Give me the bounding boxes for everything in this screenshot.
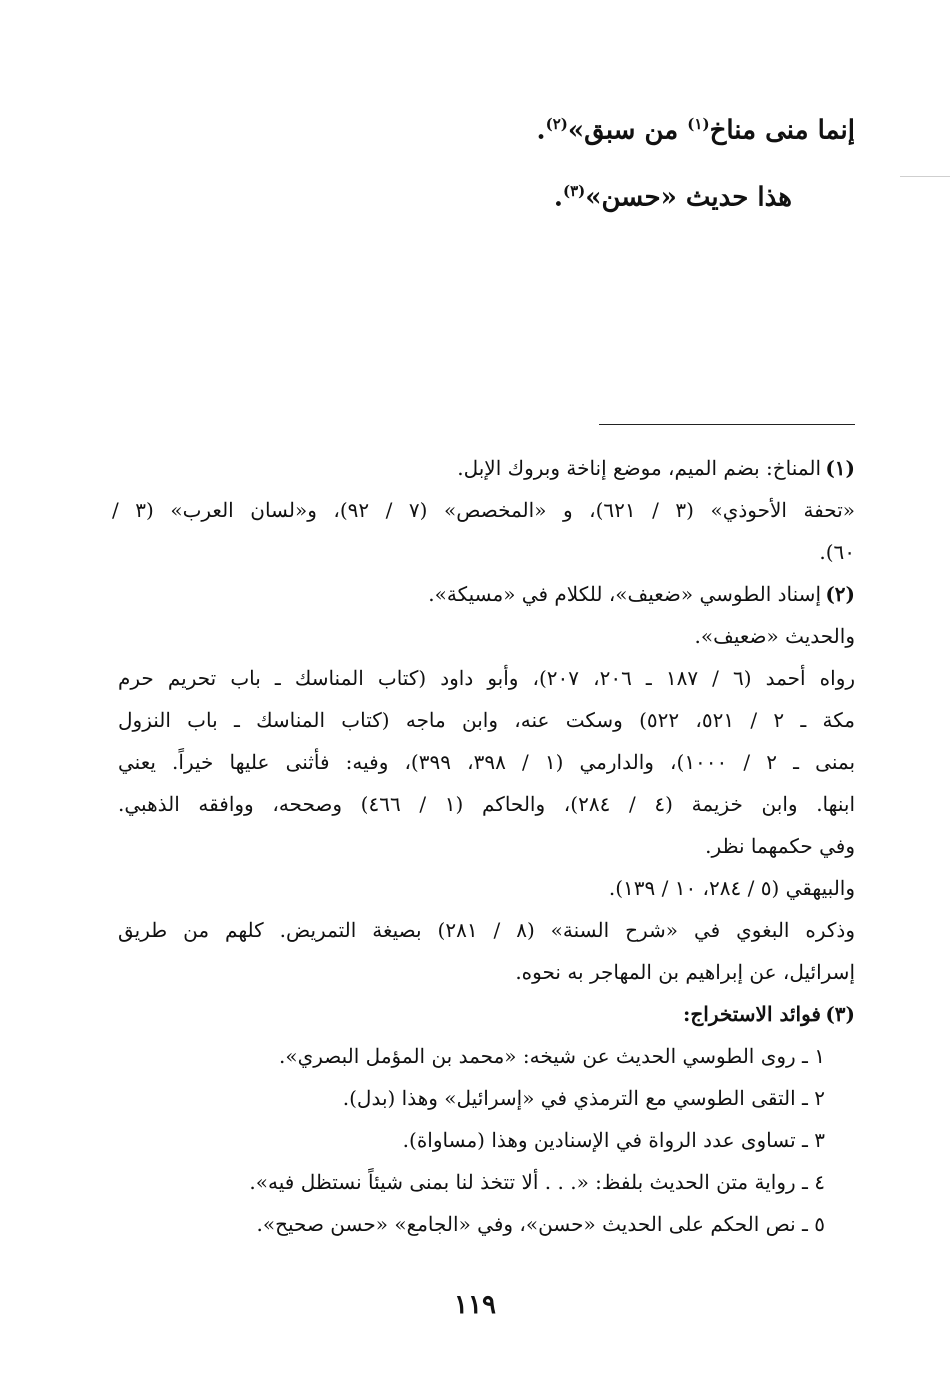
footnote-2-line-5 [118,742,855,783]
footnote-text: ابنها. وابن خزيمة (٤ / ٢٨٤)، والحاكم (١ / ٤٦٦) وصححه، ووافقه الذهبي. [118,792,856,816]
footnote-ref-2: (٢) [545,115,568,133]
main-text-segment: إنما منى مناخ [709,115,855,146]
footnote-text: «تحفة الأحوذي» (٣ / ٦٢١)، و «المخصص» (٧ / ٩٢)، و«لسان العرب» (٣ / [112,498,856,522]
footnote-1-line-3 [118,532,855,573]
footnote-text: ٦٠). [819,540,855,564]
main-text-segment: من سبق» [567,115,688,146]
footnote-2-line-3 [118,658,855,699]
footnote-2-line-8 [118,868,855,909]
footnote-2-line-6 [118,784,855,825]
footnote-text: بمنى ـ ٢ / ١٠٠٠)، والدارمي (١ / ٣٩٨، ٣٩٩)، وفيه: فأثنى عليها خيراً. يعني [118,750,856,774]
footnote-3-item-2 [118,1078,825,1119]
main-text-line-2 [554,182,792,213]
footnote-2-line-4 [118,700,855,741]
footnote-3-item-1 [118,1036,825,1077]
footnote-text: إسناد الطوسي «ضعيف»، للكلام في «مسيكة». [428,582,821,606]
page-number: ١١٩ [454,1290,496,1320]
footnote-ref-1: (١) [687,115,710,133]
footnote-ref-3: (٣) [562,182,586,200]
main-text-segment: . [536,115,546,146]
footnote-text: والبيهقي (٥ / ٢٨٤، ١٠ / ١٣٩). [608,876,855,900]
footnote-number: (٣) [825,1002,855,1026]
footnote-2-line-9 [118,910,855,951]
footnote-text: وذكره البغوي في «شرح السنة» (٨ / ٢٨١) بصيغة التمريض. كلهم من طريق [118,918,856,942]
footnote-text: مكة ـ ٢ / ٥٢١، ٥٢٢) وسكت عنه، وابن ماجه (كتاب المناسك ـ باب النزول [118,708,855,732]
footnote-text: إسرائيل، عن إبراهيم بن المهاجر به نحوه. [515,960,855,984]
footnote-text: المناخ: بضم الميم، موضع إناخة وبروك الإبل. [457,456,821,480]
footnote-3-heading [118,994,855,1035]
footnote-2-line-1 [118,574,855,615]
footnote-3-item-3 [118,1120,825,1161]
list-item: ١ ـ روى الطوسي الحديث عن شيخه: «محمد بن المؤمل البصري». [279,1044,825,1068]
list-item: ٢ ـ التقى الطوسي مع الترمذي في «إسرائيل» وهذا (بدل). [342,1086,825,1110]
footnote-heading: فوائد الاستخراج: [682,1002,821,1026]
footnote-3-item-4 [118,1162,825,1203]
footnote-text: والحديث «ضعيف». [694,624,855,648]
list-item: ٣ ـ تساوى عدد الرواة في الإسنادين وهذا (مساواة). [402,1128,825,1152]
footnote-text: وفي حكمهما نظر. [705,834,855,858]
footnote-text: رواه أحمد (٦ / ١٨٧ ـ ٢٠٦، ٢٠٧)، وأبو داود (كتاب المناسك ـ باب تحريم حرم [118,666,856,690]
list-item: ٥ ـ نص الحكم على الحديث «حسن»، وفي «الجامع» «حسن صحيح». [256,1212,825,1236]
footnote-2-line-7 [118,826,855,867]
main-text-segment: هذا حديث «حسن» [585,182,792,213]
footnote-separator [599,424,855,425]
footnote-1-line-1 [118,448,855,489]
main-text-segment: . [553,182,563,213]
footnote-2-line-2 [118,616,855,657]
footnote-1-line-2 [112,490,855,531]
footnote-number: (٢) [825,582,855,606]
main-text-line-1 [537,115,855,146]
footnote-2-line-10 [118,952,855,993]
footnote-number: (١) [825,456,855,480]
footnote-3-item-5 [118,1204,825,1245]
list-item: ٤ ـ رواية متن الحديث بلفظ: «. . . ألا تتخذ لنا بمنى شيئاً نستظل فيه». [249,1170,825,1194]
scan-artifact-line [900,176,950,177]
